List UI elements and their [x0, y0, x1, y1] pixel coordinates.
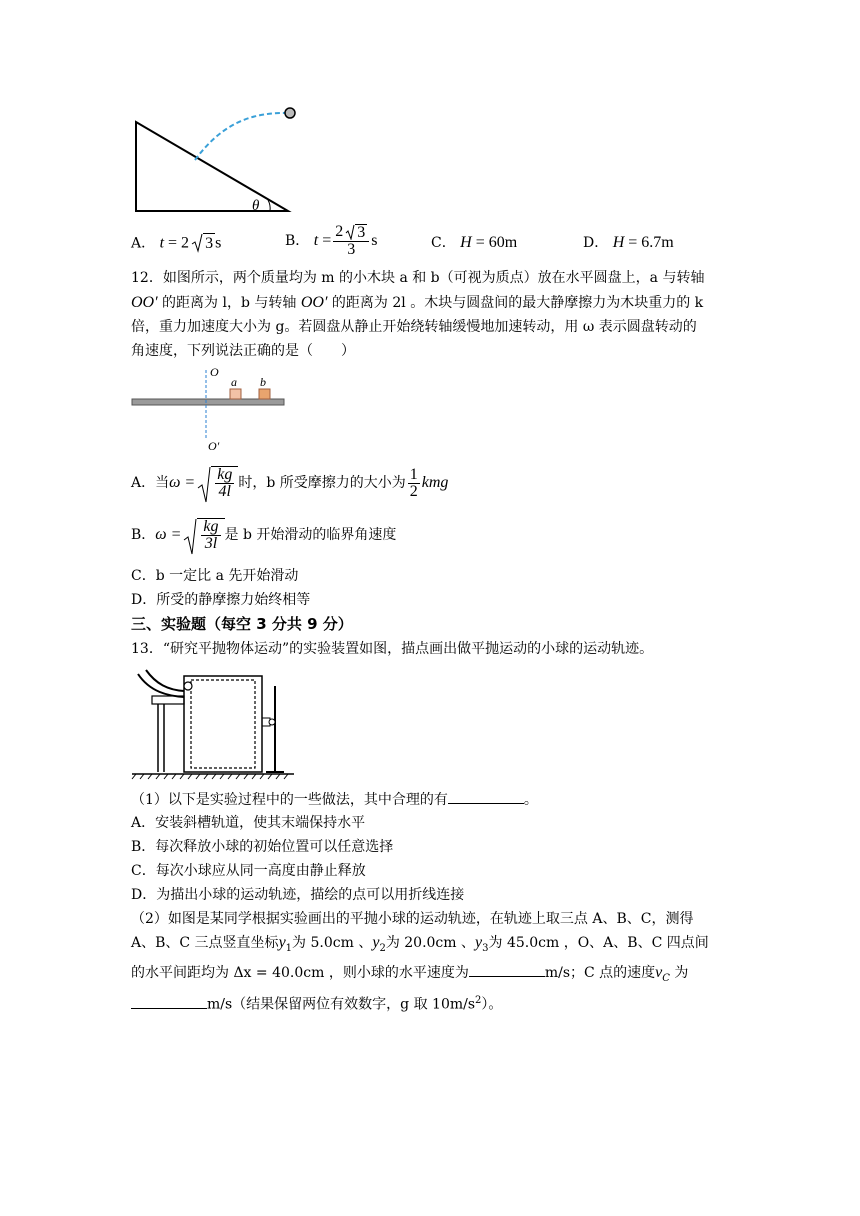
q11-option-b: B． t = 2 3 3 s — [285, 223, 378, 258]
q13-stem: 13．“研究平抛物体运动”的实验装置如图，描点画出做平抛运动的小球的运动轨迹。 — [131, 641, 654, 657]
section-title: 三、实验题（每空 3 分共 9 分） — [131, 615, 353, 633]
q12-option-a: A．当ω = $\frac{kg}{4l}$ 时，b 所受摩擦力的大小为 $\frac{1}{2}$ kmg — [131, 465, 449, 500]
answer-blank-3[interactable] — [131, 994, 207, 1009]
q12-option-b: B．ω = $\frac{kg}{3l}$ 是 b 开始滑动的临界角速度 — [131, 518, 397, 552]
q12-stem-line1: 12．如图所示，两个质量均为 m 的小木块 a 和 b（可视为质点）放在水平圆盘上，a 与转轴 — [131, 270, 705, 286]
ball-icon — [184, 682, 192, 690]
q11-option-c: C． H = 60m — [431, 234, 518, 251]
block-a — [230, 389, 241, 399]
q13-part2-line3: 的水平间距均为 Δx = 40.0cm ，则小球的水平速度为 m/s；C 点的速度$v_C$ 为 — [131, 964, 689, 984]
angle-label: θ — [252, 198, 260, 214]
q13-option-b: B．每次释放小球的初始位置可以任意选择 — [131, 839, 394, 855]
angle-arc — [268, 200, 270, 211]
q13-part2-line2: A、B、C 三点竖直坐标$y_1$为 5.0cm 、$y_2$为 20.0cm 、$y_3$为 45.0cm ，O、A、B、C 四点间 — [131, 934, 709, 954]
trajectory-curve — [195, 113, 290, 160]
answer-blank-2[interactable] — [469, 962, 545, 977]
block-b — [259, 389, 270, 399]
apparatus-figure — [128, 664, 298, 780]
q12-option-c: C．b 一定比 a 先开始滑动 — [131, 568, 299, 584]
label-O: O — [210, 365, 219, 379]
incline-figure — [128, 100, 308, 216]
ball-icon — [285, 108, 295, 118]
label-a: a — [231, 375, 237, 389]
answer-blank-1[interactable] — [448, 789, 524, 804]
q12-option-d: D．所受的静摩擦力始终相等 — [131, 592, 311, 608]
q13-option-a: A．安装斜槽轨道，使其末端保持水平 — [131, 815, 366, 831]
q11-option-d: D． H = 6.7m — [583, 234, 674, 251]
q13-part2-line4: m/s（结果保留两位有效数字，g 取 $10m/s^2$）。 — [131, 991, 502, 1015]
q11-option-a: A． t = 2 3 s — [131, 234, 222, 252]
q13-part1: （1）以下是实验过程中的一些做法，其中合理的有 。 — [131, 789, 538, 810]
q13-option-c: C．每次小球应从同一高度由静止释放 — [131, 863, 366, 879]
incline-triangle — [136, 122, 288, 211]
label-O-prime: O′ — [208, 439, 220, 453]
disc-figure — [128, 362, 288, 454]
q13-part2-line1: （2）如图是某同学根据实验画出的平抛小球的运动轨迹，在轨迹上取三点 A、B、C，测得 — [131, 911, 694, 927]
disc-plate — [132, 399, 284, 405]
label-b: b — [260, 375, 266, 389]
q12-stem-line4: 角速度，下列说法正确的是（ ） — [131, 343, 355, 359]
q12-stem-line2: OO′ 的距离为 l，b 与转轴 OO′ 的距离为 2l 。木块与圆盘间的最大静摩擦力为木块重力的 k — [131, 294, 704, 311]
q13-option-d: D．为描出小球的运动轨迹，描绘的点可以用折线连接 — [131, 887, 465, 903]
q12-stem-line3: 倍，重力加速度大小为 g。若圆盘从静止开始绕转轴缓慢地加速转动，用 ω 表示圆盘转动的 — [131, 319, 697, 335]
paper-board — [191, 680, 255, 768]
